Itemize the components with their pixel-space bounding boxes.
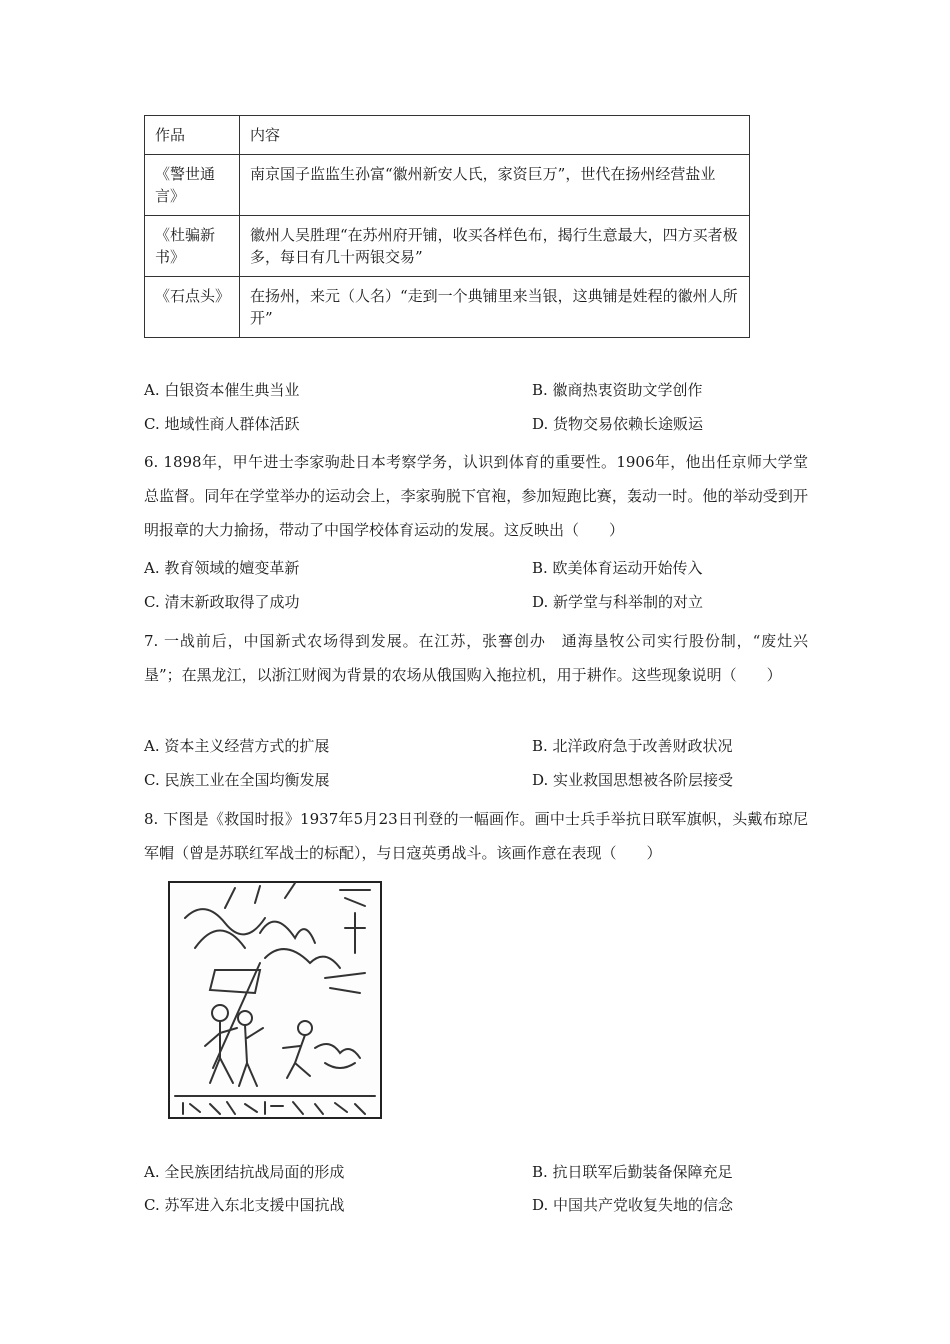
- table-cell: 徽州人吴胜理“在苏州府开铺，收买各样色布，揭行生意最大，四方买者极多，每日有几十两银交易”: [240, 216, 750, 277]
- table-cell: 《警世通言》: [145, 155, 240, 216]
- q5-option-c[interactable]: C. 地域性商人群体活跃: [144, 415, 300, 433]
- table-row: [145, 216, 750, 277]
- q7-option-d[interactable]: D. 实业救国思想被各阶层接受: [532, 771, 734, 789]
- works-table: [144, 115, 750, 338]
- q7-stem: 7. 一战前后，中国新式农场得到发展。在江苏，张謇创办 通海垦牧公司实行股份制，“废灶兴垦”；在黑龙江，以浙江财阀为背景的农场从俄国购入拖拉机，用于耕作。这些现象说明（ ）: [144, 632, 808, 684]
- woodcut-painting-icon: [165, 878, 385, 1126]
- table-cell: 在扬州，来元（人名）“走到一个典铺里来当银，这典铺是姓程的徽州人所开”: [240, 277, 750, 338]
- table-row: [145, 277, 750, 338]
- table-header: 内容: [240, 116, 750, 155]
- q5-option-a[interactable]: A. 白银资本催生典当业: [144, 381, 300, 399]
- q8-option-c[interactable]: C. 苏军进入东北支援中国抗战: [144, 1196, 345, 1214]
- q8-option-b[interactable]: B. 抗日联军后勤装备保障充足: [532, 1163, 733, 1181]
- table-header: 作品: [145, 116, 240, 155]
- table-row: [145, 155, 750, 216]
- table-cell: 南京国子监监生孙富“徽州新安人氏，家资巨万”，世代在扬州经营盐业: [240, 155, 750, 216]
- table-cell: 《石点头》: [145, 277, 240, 338]
- q6-stem: 6. 1898年，甲午进士李家驹赴日本考察学务，认识到体育的重要性。1906年，他出任京师大学堂总监督。同年在学堂举办的运动会上，李家驹脱下官袍，参加短跑比赛，轰动一时。他的举动受到开明报章的大力揄扬，带动了中国学校体育运动的发展。这反映出（ ）: [144, 453, 808, 539]
- q8-option-a[interactable]: A. 全民族团结抗战局面的形成: [144, 1163, 345, 1181]
- q8-option-d[interactable]: D. 中国共产党收复失地的信念: [532, 1196, 734, 1214]
- table-header-row: [145, 116, 750, 155]
- q6-option-d[interactable]: D. 新学堂与科举制的对立: [532, 593, 704, 611]
- q6-option-b[interactable]: B. 欧美体育运动开始传入: [532, 559, 703, 577]
- q5-option-b[interactable]: B. 徽商热衷资助文学创作: [532, 381, 703, 399]
- q8-stem: 8. 下图是《救国时报》1937年5月23日刊登的一幅画作。画中士兵手举抗日联军旗帜，头戴布琼尼军帽（曾是苏联红军战士的标配），与日寇英勇战斗。该画作意在表现（ ）: [144, 810, 808, 862]
- q7-option-b[interactable]: B. 北洋政府急于改善财政状况: [532, 737, 733, 755]
- q7-option-a[interactable]: A. 资本主义经营方式的扩展: [144, 737, 330, 755]
- table-cell: 《杜骗新书》: [145, 216, 240, 277]
- q6-option-a[interactable]: A. 教育领域的嬗变革新: [144, 559, 300, 577]
- q7-option-c[interactable]: C. 民族工业在全国均衡发展: [144, 771, 330, 789]
- q6-option-c[interactable]: C. 清末新政取得了成功: [144, 593, 300, 611]
- q5-option-d[interactable]: D. 货物交易依赖长途贩运: [532, 415, 704, 433]
